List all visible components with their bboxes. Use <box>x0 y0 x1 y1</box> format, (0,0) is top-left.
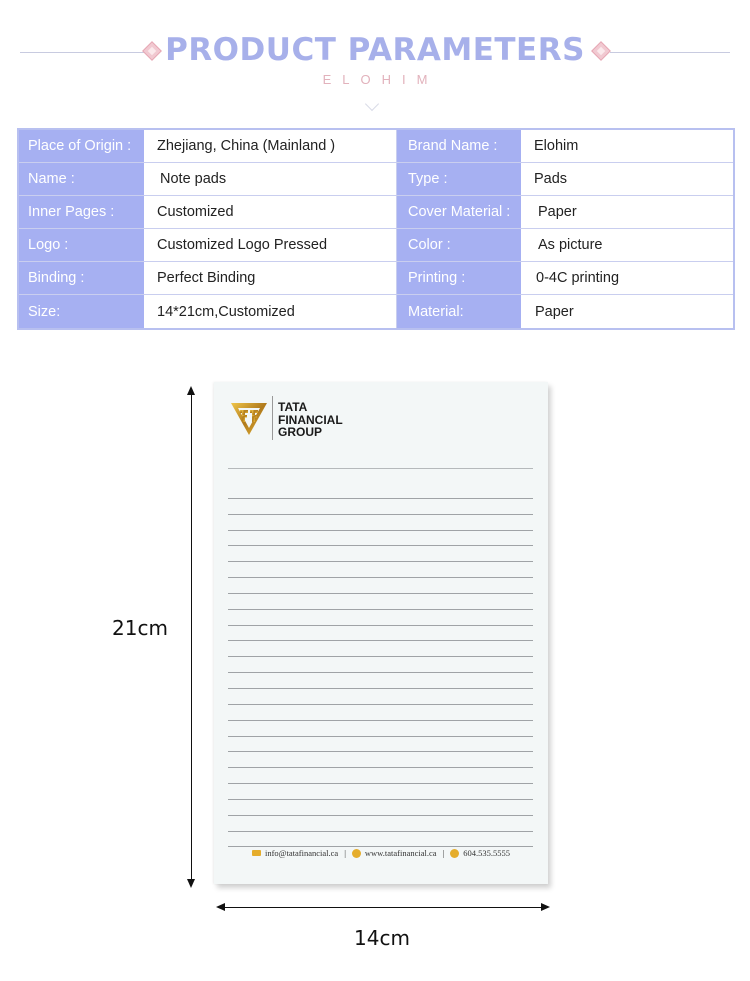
height-dimension-line <box>191 390 192 884</box>
parameters-table <box>17 128 735 330</box>
table-row <box>19 262 733 295</box>
logo-line: FINANCIAL <box>278 412 343 427</box>
param-value: Paper <box>538 204 577 220</box>
page-header <box>0 0 750 120</box>
footer-website: www.tatafinancial.ca <box>364 848 437 858</box>
param-value: Elohim <box>534 138 579 154</box>
param-label: Brand Name : <box>397 130 521 162</box>
ruled-line <box>228 626 533 642</box>
footer-email: info@tatafinancial.ca <box>264 848 339 858</box>
arrow-left-icon <box>216 903 225 911</box>
table-row <box>19 130 733 163</box>
param-value: Zhejiang, China (Mainland ) <box>144 130 397 162</box>
param-label: Type : <box>397 163 521 195</box>
notepad-footer <box>214 848 548 858</box>
footer-phone: 604.535.5555 <box>463 848 511 858</box>
page-title: PRODUCT PARAMETERS <box>165 32 585 68</box>
ruled-line <box>228 705 533 721</box>
tata-logo-mark-icon <box>230 399 268 437</box>
ruled-line <box>228 752 533 768</box>
ruled-line <box>228 800 533 816</box>
ruled-line <box>228 737 533 753</box>
ruled-line <box>228 515 533 531</box>
brand-subtitle: ELOHIM <box>322 72 439 87</box>
ruled-line <box>228 784 533 800</box>
arrow-down-icon <box>187 879 195 888</box>
param-label: Place of Origin : <box>19 130 144 162</box>
ruled-line <box>228 721 533 737</box>
logo-line: TATA <box>278 400 308 414</box>
ruled-line <box>228 594 533 610</box>
height-dimension-label: 21cm <box>112 616 168 640</box>
phone-icon <box>450 849 459 858</box>
ruled-line <box>228 673 533 689</box>
notepad-image <box>214 382 548 884</box>
param-value: Customized Logo Pressed <box>144 229 397 261</box>
ruled-line <box>228 641 533 657</box>
param-value: Customized <box>144 196 397 228</box>
table-row <box>19 163 733 196</box>
company-logo <box>230 399 343 440</box>
table-row <box>19 229 733 262</box>
param-value: Paper <box>535 303 574 320</box>
param-label: Color : <box>397 229 521 261</box>
width-dimension-line <box>222 907 544 908</box>
globe-icon <box>352 849 361 858</box>
param-label: Material: <box>397 295 521 328</box>
param-value: Note pads <box>144 163 397 195</box>
ruled-lines <box>228 468 533 847</box>
param-value: Pads <box>534 171 568 187</box>
ruled-line <box>228 578 533 594</box>
table-row <box>19 295 733 328</box>
ruled-line <box>228 610 533 626</box>
param-value: As picture <box>538 237 603 253</box>
param-label: Logo : <box>19 229 144 261</box>
logo-line: GROUP <box>278 425 323 439</box>
logo-divider <box>272 396 273 440</box>
ruled-line <box>228 562 533 578</box>
mail-icon <box>252 850 261 856</box>
ruled-line <box>228 546 533 562</box>
ruled-line <box>228 768 533 784</box>
logo-text <box>278 399 343 439</box>
param-label: Cover Material : <box>397 196 521 228</box>
chevron-down-icon <box>365 97 379 111</box>
table-row <box>19 196 733 229</box>
param-value: 0-4C printing <box>536 270 620 286</box>
param-label: Name : <box>19 163 144 195</box>
ruled-line <box>228 499 533 515</box>
arrow-up-icon <box>187 386 195 395</box>
ruled-line <box>228 832 533 848</box>
width-dimension-label: 14cm <box>354 926 410 950</box>
ruled-line <box>228 468 533 469</box>
ruled-line <box>228 531 533 547</box>
ruled-line <box>228 689 533 705</box>
ruled-line <box>228 483 533 499</box>
ruled-line <box>228 816 533 832</box>
arrow-right-icon <box>541 903 550 911</box>
header-rule-right <box>610 52 730 53</box>
ruled-line <box>228 657 533 673</box>
param-value: Perfect Binding <box>144 262 397 294</box>
param-label: Size: <box>19 295 144 328</box>
param-label: Inner Pages : <box>19 196 144 228</box>
param-label: Binding : <box>19 262 144 294</box>
footer-separator: | <box>442 848 445 858</box>
footer-separator: | <box>344 848 346 858</box>
param-label: Printing : <box>397 262 521 294</box>
param-value: 14*21cm,Customized <box>144 295 397 328</box>
